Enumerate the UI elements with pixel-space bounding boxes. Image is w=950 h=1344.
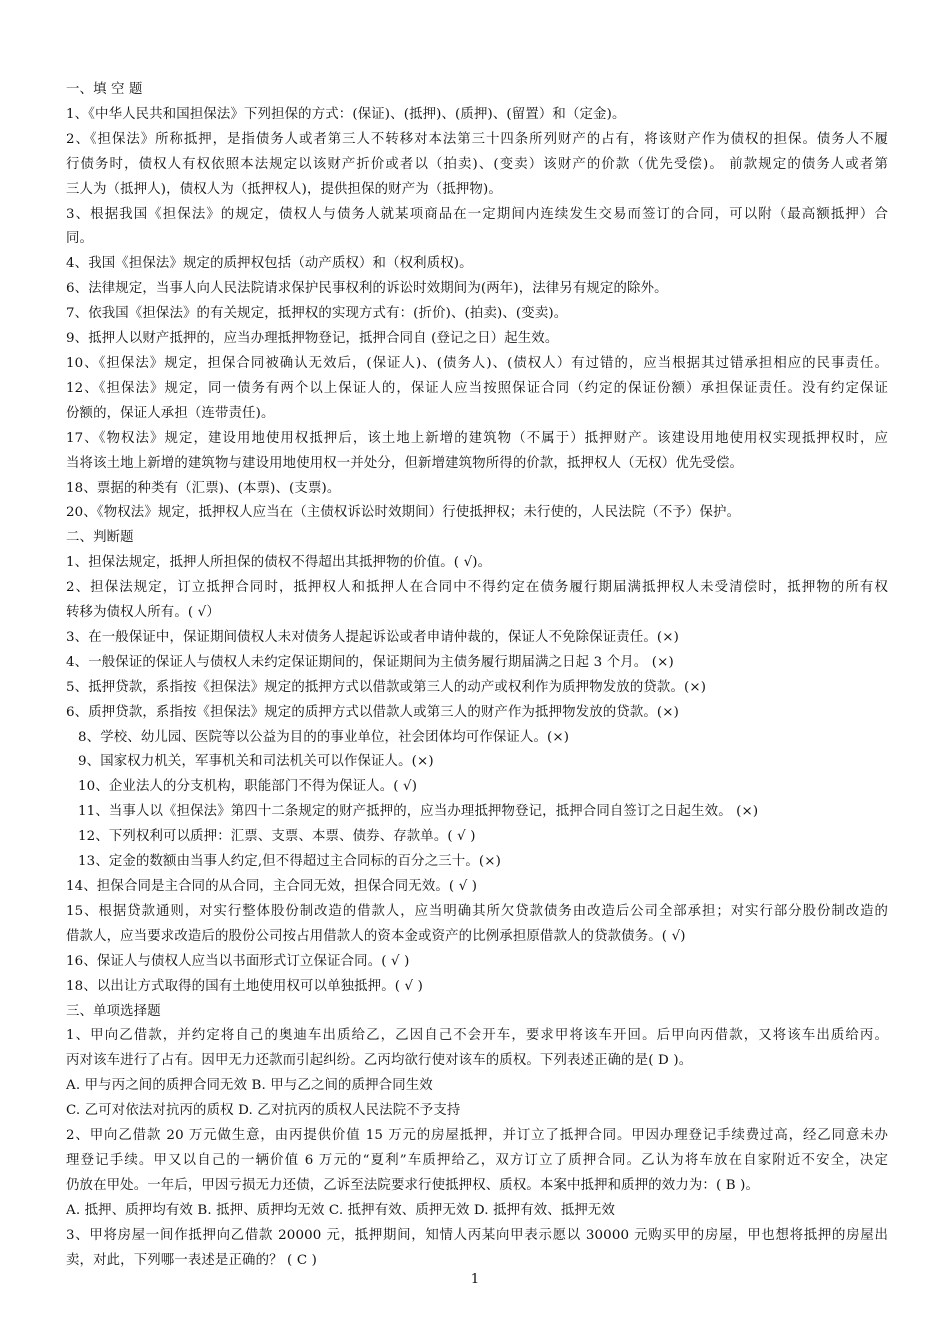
text-line: 丙对该车进行了占有。因甲无力还款而引起纠纷。乙丙均欲行使对该车的质权。下列表述正确的是( D )。: [66, 1053, 693, 1069]
text-line: 5、抵押贷款，系指按《担保法》规定的抵押方式以借款或第三人的动产或权利作为质押物发放的贷款。(×): [66, 679, 707, 695]
text-line: 11、当事人以《担保法》第四十二条规定的财产抵押的，应当办理抵押物登记，抵押合同自签订之日起生效。 (×): [78, 804, 759, 820]
text-line: 20、《物权法》规定，抵押权人应当在（主债权诉讼时效期间）行使抵押权；未行使的，人民法院（不予）保护。: [66, 505, 741, 521]
text-line: 18、以出让方式取得的国有土地使用权可以单独抵押。( √ ): [66, 978, 424, 994]
text-line: 1、担保法规定，抵押人所担保的债权不得超出其抵押物的价值。( √)。: [66, 555, 492, 571]
text-line: 2、甲向乙借款 20 万元做生意，由丙提供价值 15 万元的房屋抵押，并订立了抵押合同。甲因办理登记手续费过高，经乙同意未办: [66, 1128, 888, 1144]
text-line: 份额的，保证人承担（连带责任)。: [66, 405, 275, 421]
text-line: 三、单项选择题: [66, 1003, 161, 1019]
text-line: 2、担保法规定，订立抵押合同时，抵押权人和抵押人在合同中不得约定在债务履行期届满抵押权人未受清偿时，抵押物的所有权: [66, 580, 888, 596]
page-number: 1: [470, 1272, 480, 1287]
document-body: [66, 78, 888, 1274]
text-line: 15、根据贷款通则，对实行整体股份制改造的借款人，应当明确其所欠贷款债务由改造后公司全部承担；对实行部分股份制改造的: [66, 903, 888, 919]
text-line: 卖，对此，下列哪一表述是正确的？ ( C ): [66, 1252, 318, 1268]
text-line: 13、定金的数额由当事人约定,但不得超过主合同标的百分之三十。(×): [78, 854, 501, 870]
text-line: 12、《担保法》规定，同一债务有两个以上保证人的，保证人应当按照保证合同（约定的保证份额）承担保证责任。没有约定保证: [66, 380, 888, 396]
text-line: 同。: [66, 231, 94, 247]
text-line: 9、国家权力机关，军事机关和司法机关可以作保证人。(×): [78, 754, 434, 770]
text-line: A. 甲与丙之间的质押合同无效 B. 甲与乙之间的质押合同生效: [66, 1078, 433, 1094]
text-line: 8、学校、幼儿园、医院等以公益为目的的事业单位，社会团体均可作保证人。(×): [78, 729, 570, 745]
text-line: 3、在一般保证中，保证期间债权人未对债务人提起诉讼或者申请仲裁的，保证人不免除保证责任。(×): [66, 629, 680, 645]
text-line: 10、《担保法》规定，担保合同被确认无效后，(保证人)、(债务人)、(债权人）有过错的，应当根据其过错承担相应的民事责任。: [66, 355, 888, 371]
text-line: 3、甲将房屋一间作抵押向乙借款 20000 元，抵押期间，知情人丙某向甲表示愿以 30000 元购买甲的房屋，甲也想将抵押的房屋出: [66, 1227, 888, 1243]
text-line: 当将该土地上新增的建筑物与建设用地使用权一并处分，但新增建筑物所得的价款，抵押权人（无权）优先受偿。: [66, 455, 744, 471]
text-line: 3、根据我国《担保法》的规定，债权人与债务人就某项商品在一定期间内连续发生交易而签订的合同，可以附（最高额抵押）合: [66, 206, 888, 222]
text-line: 6、质押贷款，系指按《担保法》规定的质押方式以借款人或第三人的财产作为抵押物发放的贷款。(×): [66, 704, 680, 720]
text-line: 理登记手续。甲又以自己的一辆价值 6 万元的“夏利”车质押给乙，双方订立了质押合同。乙认为将车放在自家附近不安全，决定: [66, 1152, 888, 1168]
text-line: C. 乙可对依法对抗丙的质权 D. 乙对抗丙的质权人民法院不予支持: [66, 1103, 461, 1119]
text-line: 9、抵押人以财产抵押的，应当办理抵押物登记，抵押合同自 (登记之日）起生效。: [66, 331, 559, 347]
text-line: 2、《担保法》所称抵押，是指债务人或者第三人不转移对本法第三十四条所列财产的占有，将该财产作为债权的担保。债务人不履: [66, 131, 888, 147]
text-line: 行债务时，债权人有权依照本法规定以该财产折价或者以（拍卖)、(变卖）该财产的价款（优先受偿)。 前款规定的债务人或者第: [66, 156, 888, 172]
text-line: 二、判断题: [66, 530, 134, 546]
text-line: 18、票据的种类有（汇票)、(本票)、(支票)。: [66, 480, 341, 496]
text-line: 转移为债权人所有。( √）: [66, 605, 220, 621]
text-line: 三人为（抵押人)，债权人为（抵押权人)，提供担保的财产为（抵押物)。: [66, 181, 502, 197]
text-line: 仍放在甲处。一年后，甲因亏损无力还债，乙诉至法院要求行使抵押权、质权。本案中抵押和质押的效力为：( B )。: [66, 1177, 760, 1193]
text-line: 6、法律规定，当事人向人民法院请求保护民事权利的诉讼时效期间为(两年)，法律另有规定的除外。: [66, 281, 668, 297]
text-line: 4、我国《担保法》规定的质押权包括（动产质权）和（权利质权)。: [66, 256, 473, 272]
text-line: 借款人，应当要求改造后的股份公司按占用借款人的资本金或资产的比例承担原借款人的贷款债务。( √): [66, 928, 686, 944]
text-line: 12、下列权利可以质押：汇票、支票、本票、债券、存款单。( √ ): [78, 829, 476, 845]
text-line: 17、《物权法》规定，建设用地使用权抵押后，该土地上新增的建筑物（不属于）抵押财产。该建设用地使用权实现抵押权时，应: [66, 430, 888, 446]
text-line: 16、保证人与债权人应当以书面形式订立保证合同。( √ ): [66, 953, 410, 969]
text-line: 1、甲向乙借款，并约定将自己的奥迪车出质给乙，乙因自己不会开车，要求甲将该车开回。后甲向丙借款，又将该车出质给丙。: [66, 1028, 888, 1044]
text-line: 4、一般保证的保证人与债权人未约定保证期间的，保证期间为主债务履行期届满之日起 3 个月。 (×): [66, 654, 674, 670]
text-line: 一、填 空 题: [66, 82, 143, 97]
text-line: 14、担保合同是主合同的从合同，主合同无效，担保合同无效。( √ ): [66, 879, 478, 894]
text-line: A. 抵押、质押均有效 B. 抵押、质押均无效 C. 抵押有效、质押无效 D. 抵押有效、抵押无效: [66, 1202, 615, 1218]
text-line: 7、依我国《担保法》的有关规定，抵押权的实现方式有：(折价)、(拍卖)、(变卖)。: [66, 306, 568, 322]
text-line: 10、企业法人的分支机构，职能部门不得为保证人。( √): [78, 779, 418, 795]
text-line: 1、《中华人民共和国担保法》下列担保的方式：(保证)、(抵押)、(质押)、(留置）和（定金)。: [66, 106, 626, 122]
